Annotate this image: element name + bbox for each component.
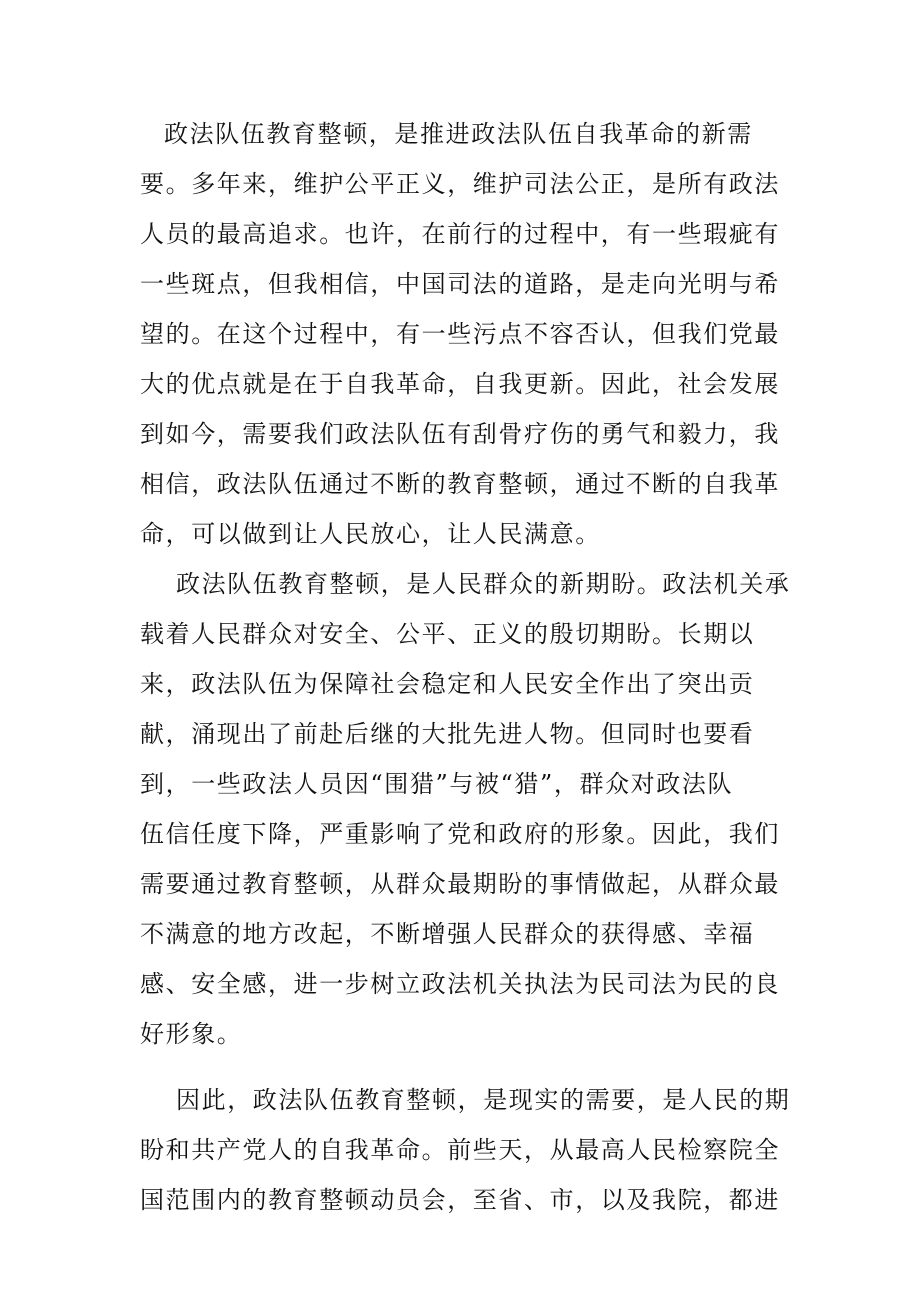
paragraph-2-line-5: 到，一些政法人员因“围猎”与被“猎”，群众对政法队 [140, 770, 734, 798]
paragraph-2-line-4: 献，涌现出了前赴后继的大批先进人物。但同时也要看 [140, 720, 755, 748]
paragraph-2-line-9: 感、安全感，进一步树立政法机关执法为民司法为民的良 [140, 970, 780, 998]
paragraph-2-line-2: 载着人民群众对安全、公平、正义的殷切期盼。长期以 [140, 620, 755, 648]
paragraph-1-line-9: 命，可以做到让人民放心，让人民满意。 [140, 520, 601, 548]
paragraph-2-line-6: 伍信任度下降，严重影响了党和政府的形象。因此，我们 [140, 820, 780, 848]
paragraph-2-line-1: 政法队伍教育整顿，是人民群众的新期盼。政法机关承 [176, 570, 791, 598]
paragraph-3-line-3: 国范围内的教育整顿动员会，至省、市，以及我院，都进 [140, 1186, 780, 1214]
paragraph-1-line-6: 大的优点就是在于自我革命，自我更新。因此，社会发展 [140, 370, 780, 398]
paragraph-2-line-7: 需要通过教育整顿，从群众最期盼的事情做起，从群众最 [140, 870, 780, 898]
paragraph-1-line-8: 相信，政法队伍通过不断的教育整顿，通过不断的自我革 [140, 470, 780, 498]
paragraph-1-line-3: 人员的最高追求。也许，在前行的过程中，有一些瑕疵有 [140, 220, 780, 248]
paragraph-3-line-2: 盼和共产党人的自我革命。前些天，从最高人民检察院全 [140, 1136, 780, 1164]
paragraph-3-line-1: 因此，政法队伍教育整顿，是现实的需要，是人民的期 [176, 1086, 791, 1114]
paragraph-1-line-2: 要。多年来，维护公平正义，维护司法公正，是所有政法 [140, 170, 780, 198]
paragraph-1-line-4: 一些斑点，但我相信，中国司法的道路，是走向光明与希 [140, 270, 780, 298]
paragraph-2-line-3: 来，政法队伍为保障社会稳定和人民安全作出了突出贡 [140, 670, 755, 698]
paragraph-1-line-5: 望的。在这个过程中，有一些污点不容否认，但我们党最 [140, 320, 780, 348]
paragraph-1-line-7: 到如今，需要我们政法队伍有刮骨疗伤的勇气和毅力，我 [140, 420, 780, 448]
paragraph-2-line-8: 不满意的地方改起，不断增强人民群众的获得感、幸福 [140, 920, 755, 948]
paragraph-1-line-1: 政法队伍教育整顿，是推进政法队伍自我革命的新需 [164, 120, 753, 148]
paragraph-2-line-10: 好形象。 [140, 1020, 243, 1048]
